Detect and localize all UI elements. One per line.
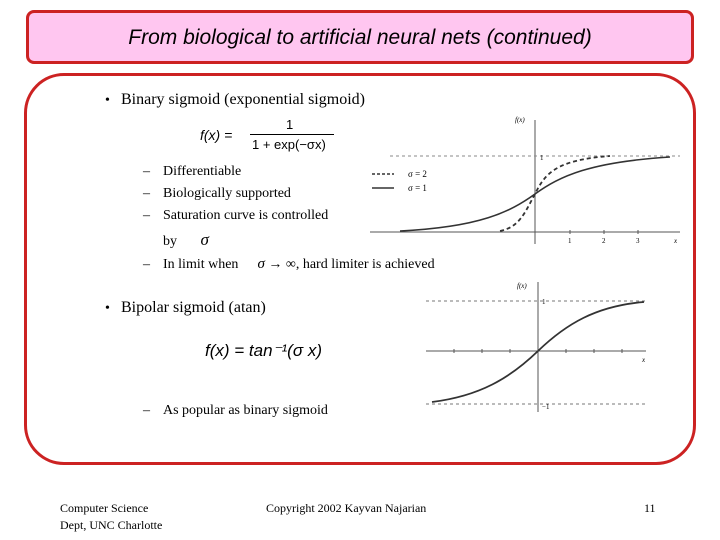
- legend-label-sigma-2: σ = 2: [408, 169, 427, 179]
- bipolar-item-1: – As popular as binary sigmoid: [143, 403, 328, 418]
- legend-label-sigma-1: σ = 1: [408, 183, 427, 193]
- binary-item-1: – Differentiable: [143, 164, 242, 179]
- limit-sigma: σ: [257, 256, 265, 272]
- neg-one-label: −1: [542, 403, 550, 411]
- x-axis-label: x: [642, 356, 646, 364]
- binary-sigmoid-graph: [370, 112, 690, 252]
- fraction-bar: [250, 134, 334, 135]
- binary-item-2: – Biologically supported: [143, 186, 291, 201]
- one-label: 1: [540, 154, 544, 162]
- bipolar-sigmoid-graph: [420, 278, 660, 414]
- binary-item-4: – In limit when σ → ∞, hard limiter is achieved: [143, 256, 435, 272]
- sigma-symbol: σ: [200, 230, 209, 249]
- bipolar-heading: Bipolar sigmoid (atan): [121, 299, 266, 316]
- bullet-bipolar-sigmoid: [105, 299, 266, 317]
- page-number: 11: [644, 501, 656, 515]
- limit-arrow: → ∞: [268, 257, 296, 272]
- binary-item-3: – Saturation curve is controlled: [143, 208, 329, 223]
- tick-label-1: 1: [568, 237, 572, 245]
- binary-formula: [200, 117, 340, 157]
- bipolar-formula: f(x) = tan⁻¹(σ x): [205, 341, 322, 360]
- bullet-binary-sigmoid: [105, 91, 365, 109]
- footer-dept: Computer Science Dept, UNC Charlotte: [60, 501, 163, 532]
- y-axis-label: f(x): [515, 116, 525, 124]
- formula-numerator: 1: [286, 117, 294, 132]
- slide-title: From biological to artificial neural nets (continued): [128, 26, 592, 49]
- x-axis-label: x: [674, 237, 678, 245]
- pos-one-label: 1: [542, 298, 546, 306]
- binary-item-3-cont: by σ: [163, 230, 209, 249]
- bullet-dot: •: [105, 93, 110, 108]
- binary-heading: Binary sigmoid (exponential sigmoid): [121, 91, 365, 108]
- tick-label-2: 2: [602, 237, 606, 245]
- footer-copyright: Copyright 2002 Kayvan Najarian: [266, 501, 427, 515]
- limit-suffix: , hard limiter is achieved: [295, 257, 435, 272]
- y-axis-label: f(x): [517, 282, 527, 290]
- tick-label-3: 3: [636, 237, 640, 245]
- bullet-dot: •: [105, 301, 110, 316]
- formula-lhs: f(x) =: [200, 127, 233, 143]
- formula-denominator: 1 + exp(−σx): [252, 137, 326, 152]
- slide-title-box: [26, 10, 694, 64]
